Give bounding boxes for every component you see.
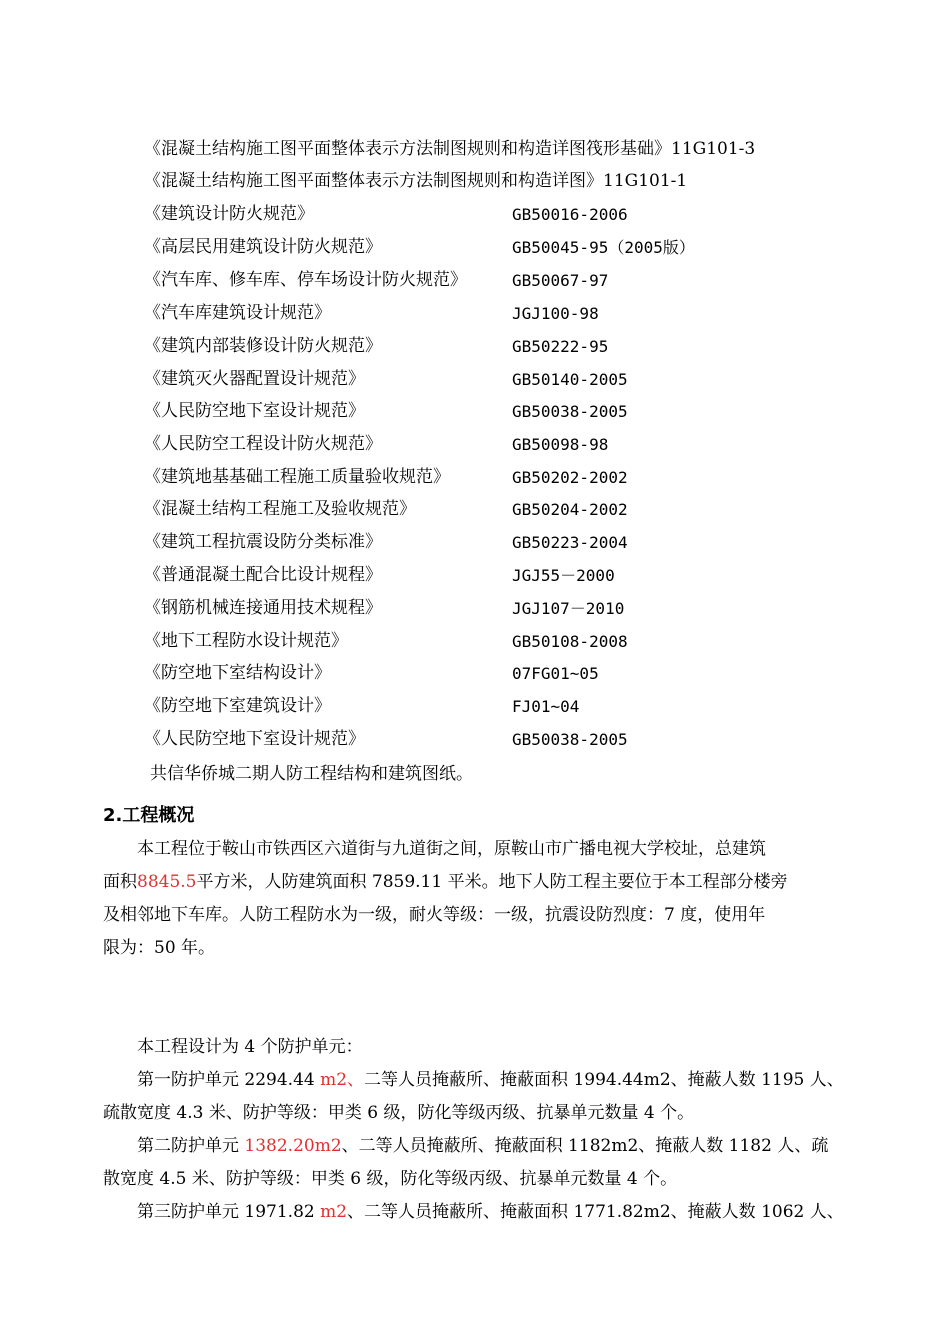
standard-item: [0, 625, 950, 658]
standard-name: 《建筑灭火器配置设计规范》: [144, 369, 365, 389]
text-run: 二等人员掩蔽所、掩蔽面积 1994.44m2、掩蔽人数 1195 人、: [364, 1070, 844, 1090]
standard-item: [0, 461, 950, 494]
highlighted-value: m2: [320, 1202, 348, 1222]
text-run: 第三防护单元 1971.82: [137, 1202, 321, 1222]
overview-line: [103, 865, 788, 899]
standard-name: 《汽车库建筑设计规范》: [144, 303, 331, 323]
drawings-note: 共信华侨城二期人防工程结构和建筑图纸。: [150, 764, 473, 784]
standard-code: JGJ55－2000: [512, 566, 615, 585]
standard-code: 07FG01~05: [512, 664, 599, 683]
standard-item: [0, 198, 950, 231]
text-run: 平方米，人防建筑面积 7859.11 平米。地下人防工程主要位于本工程部分楼旁: [196, 872, 788, 892]
unit-line: [137, 1195, 844, 1229]
standard-name: 《人民防空工程设计防火规范》: [144, 434, 382, 454]
standard-name: 《建筑地基基础工程施工质量验收规范》: [144, 467, 450, 487]
standard-code: GB50067-97: [512, 271, 609, 290]
highlighted-value: m2、: [320, 1070, 365, 1090]
standard-code: GB50223-2004: [512, 533, 628, 552]
standard-code: GB50038-2005: [512, 402, 628, 421]
standard-item: [0, 690, 950, 723]
standard-name: 《防空地下室建筑设计》: [144, 696, 331, 716]
overview-line: 限为：50 年。: [103, 938, 216, 958]
standard-code: GB50038-2005: [512, 730, 628, 749]
standard-name: 《高层民用建筑设计防火规范》: [144, 237, 382, 257]
standard-item: [0, 428, 950, 461]
standard-text: 《混凝土结构施工图平面整体表示方法制图规则和构造详图》11G101-1: [144, 171, 688, 191]
standard-code: JGJ100-98: [512, 304, 599, 323]
standard-item: [0, 559, 950, 592]
standard-name: 《建筑设计防火规范》: [144, 204, 314, 224]
standard-code: JGJ107－2010: [512, 599, 625, 618]
standard-name: 《钢筋机械连接通用技术规程》: [144, 598, 382, 618]
highlighted-value: 8845.5: [137, 872, 197, 892]
standard-item: [0, 231, 950, 264]
unit-line: [137, 1063, 844, 1097]
standard-code: GB50204-2002: [512, 500, 628, 519]
standard-name: 《普通混凝土配合比设计规程》: [144, 565, 382, 585]
text-run: 、二等人员掩蔽所、掩蔽面积 1771.82m2、掩蔽人数 1062 人、: [347, 1202, 844, 1222]
overview-line: 本工程位于鞍山市铁西区六道街与九道街之间，原鞍山市广播电视大学校址，总建筑: [137, 839, 766, 859]
standard-code: GB50222-95: [512, 337, 609, 356]
text-run: 第一防护单元 2294.44: [137, 1070, 321, 1090]
standard-item: [0, 297, 950, 330]
standard-item: [0, 395, 950, 428]
standard-item: [0, 592, 950, 625]
standard-item: [0, 363, 950, 396]
standard-code: GB50016-2006: [512, 205, 628, 224]
standard-code: GB50045-95（2005版）: [512, 238, 695, 257]
standard-item: [0, 723, 950, 756]
highlighted-value: 1382.20m2: [244, 1136, 342, 1156]
standard-text: 《混凝土结构施工图平面整体表示方法制图规则和构造详图筏形基础》11G101-3: [144, 139, 756, 159]
section-heading: 2.工程概况: [103, 805, 195, 826]
standard-name: 《防空地下室结构设计》: [144, 663, 331, 683]
text-run: 面积: [103, 872, 137, 892]
standard-code: GB50108-2008: [512, 632, 628, 651]
standard-item: [0, 657, 950, 690]
standard-name: 《混凝土结构工程施工及验收规范》: [144, 499, 416, 519]
standard-item: [0, 330, 950, 363]
standard-item: [0, 493, 950, 526]
overview-line: 及相邻地下车库。人防工程防水为一级，耐火等级：一级，抗震设防烈度：7 度，使用年: [103, 905, 766, 925]
standard-code: GB50098-98: [512, 435, 609, 454]
unit-line: [137, 1129, 828, 1163]
standard-item: [0, 264, 950, 297]
text-run: 、二等人员掩蔽所、掩蔽面积 1182m2、掩蔽人数 1182 人、疏: [341, 1136, 829, 1156]
text-run: 第二防护单元: [137, 1136, 245, 1156]
standard-item: [0, 165, 950, 198]
standard-name: 《地下工程防水设计规范》: [144, 631, 348, 651]
standard-name: 《建筑内部装修设计防火规范》: [144, 336, 382, 356]
standard-name: 《建筑工程抗震设防分类标准》: [144, 532, 382, 552]
unit-line: 疏散宽度 4.3 米、防护等级：甲类 6 级，防化等级丙级、抗暴单元数量 4 个。: [103, 1103, 695, 1123]
standard-name: 《汽车库、修车库、停车场设计防火规范》: [144, 270, 467, 290]
units-intro: 本工程设计为 4 个防护单元：: [137, 1037, 363, 1057]
standard-code: GB50140-2005: [512, 370, 628, 389]
standard-code: GB50202-2002: [512, 468, 628, 487]
standard-item: [0, 133, 950, 166]
standard-name: 《人民防空地下室设计规范》: [144, 729, 365, 749]
standard-code: FJ01~04: [512, 697, 580, 716]
standard-name: 《人民防空地下室设计规范》: [144, 401, 365, 421]
standard-item: [0, 526, 950, 559]
unit-line: 散宽度 4.5 米、防护等级：甲类 6 级，防化等级丙级、抗暴单元数量 4 个。: [103, 1169, 678, 1189]
